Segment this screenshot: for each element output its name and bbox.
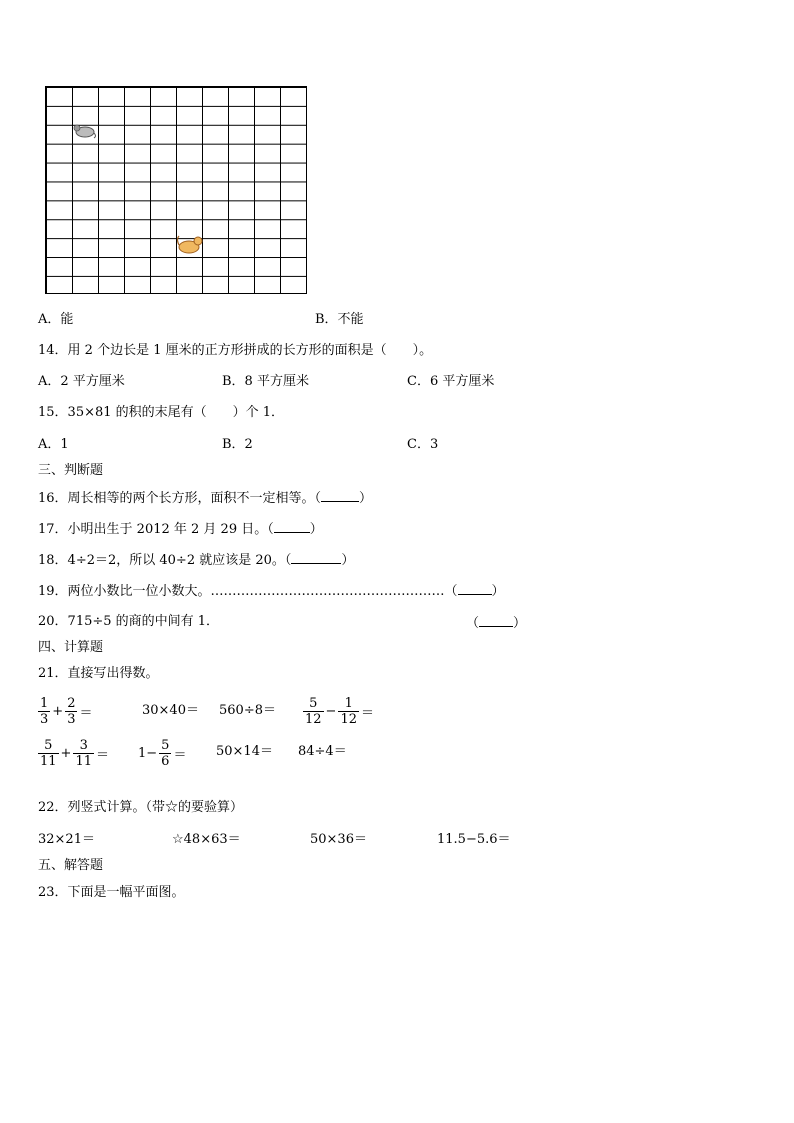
q21-expr-3: 560÷8＝ — [219, 703, 276, 718]
q21-expr-5: $\frac{5}{11}$ + $\frac{3}{11}$ ＝ — [40, 737, 110, 769]
fraction: $\frac{1}{3}$ — [40, 695, 49, 727]
mouse-icon — [70, 120, 98, 140]
q16-line — [38, 489, 372, 507]
q19-close: ） — [491, 584, 505, 599]
q18-answer-blank[interactable] — [291, 551, 341, 564]
q15-option-b[interactable]: B．2 — [222, 437, 253, 452]
q17-close: ） — [309, 522, 323, 537]
fraction: $\frac{5}{11}$ — [40, 737, 57, 769]
q16-close: ） — [359, 491, 373, 506]
q21-expr-6: 1− $\frac{5}{6}$ ＝ — [138, 737, 187, 769]
fraction: $\frac{2}{3}$ — [67, 695, 76, 727]
q16-stem: 16．周长相等的两个长方形，面积不一定相等。（ — [38, 491, 322, 506]
q23-stem: 23．下面是一幅平面图。 — [38, 885, 185, 900]
q19-stem: 19．两位小数比一位小数大。………………………………………………（ — [38, 584, 458, 599]
fraction: $\frac{5}{12}$ — [305, 695, 322, 727]
q19-answer-blank[interactable] — [458, 582, 492, 595]
q15-stem: 15．35×81 的积的末尾有（ ）个 1． — [38, 405, 285, 420]
section-5-title: 五、解答题 — [38, 858, 104, 873]
q18-close: ） — [341, 553, 355, 568]
fraction: $\frac{3}{11}$ — [75, 737, 92, 769]
grid-figure — [45, 86, 307, 294]
q22-expr-1: 32×21＝ — [38, 832, 95, 847]
q21-expr-4: $\frac{5}{12}$ − $\frac{1}{12}$ ＝ — [305, 695, 375, 727]
q13-option-b[interactable]: B．不能 — [315, 312, 364, 327]
q17-line — [38, 520, 323, 538]
q14-stem: 14．用 2 个边长是 1 厘米的正方形拼成的长方形的面积是（ ）。 — [38, 343, 433, 358]
fraction: $\frac{5}{6}$ — [161, 737, 170, 769]
section-4-title: 四、计算题 — [38, 640, 104, 655]
q22-expr-4: 11.5−5.6＝ — [437, 832, 511, 847]
q22-expr-3: 50×36＝ — [310, 832, 367, 847]
q17-answer-blank[interactable] — [274, 520, 310, 533]
q21-expr-2: 30×40＝ — [142, 703, 199, 718]
q22-stem: 22．列竖式计算。（带☆的要验算） — [38, 800, 244, 815]
q21-stem: 21．直接写出得数。 — [38, 666, 159, 681]
cat-icon — [175, 233, 205, 257]
q20-answer-blank[interactable] — [479, 614, 513, 627]
section-3-title: 三、判断题 — [38, 463, 104, 478]
q21-expr-8: 84÷4＝ — [298, 744, 347, 759]
q15-option-c[interactable]: C．3 — [407, 437, 439, 452]
q13-option-a[interactable]: A．能 — [38, 312, 74, 327]
q16-answer-blank[interactable] — [321, 489, 359, 502]
q19-line — [38, 582, 505, 600]
q21-expr-1: $\frac{1}{3}$ + $\frac{2}{3}$ ＝ — [40, 695, 93, 727]
q20-close: ） — [513, 616, 527, 631]
q18-line — [38, 551, 354, 569]
q15-option-a[interactable]: A．1 — [38, 437, 69, 452]
q20-open: （ — [466, 616, 480, 631]
q22-expr-2: ☆48×63＝ — [172, 832, 241, 847]
q14-option-c[interactable]: C．6 平方厘米 — [407, 374, 495, 389]
q14-option-a[interactable]: A．2 平方厘米 — [38, 374, 125, 389]
fraction: $\frac{1}{12}$ — [340, 695, 357, 727]
q14-option-b[interactable]: B．8 平方厘米 — [222, 374, 309, 389]
q21-expr-7: 50×14＝ — [216, 744, 273, 759]
q17-stem: 17．小明出生于 2012 年 2 月 29 日。（ — [38, 522, 274, 537]
q20-answer — [466, 614, 526, 632]
q18-stem: 18．4÷2＝2，所以 40÷2 就应该是 20。（ — [38, 553, 292, 568]
q20-stem: 20．715÷5 的商的中间有 1． — [38, 614, 220, 629]
